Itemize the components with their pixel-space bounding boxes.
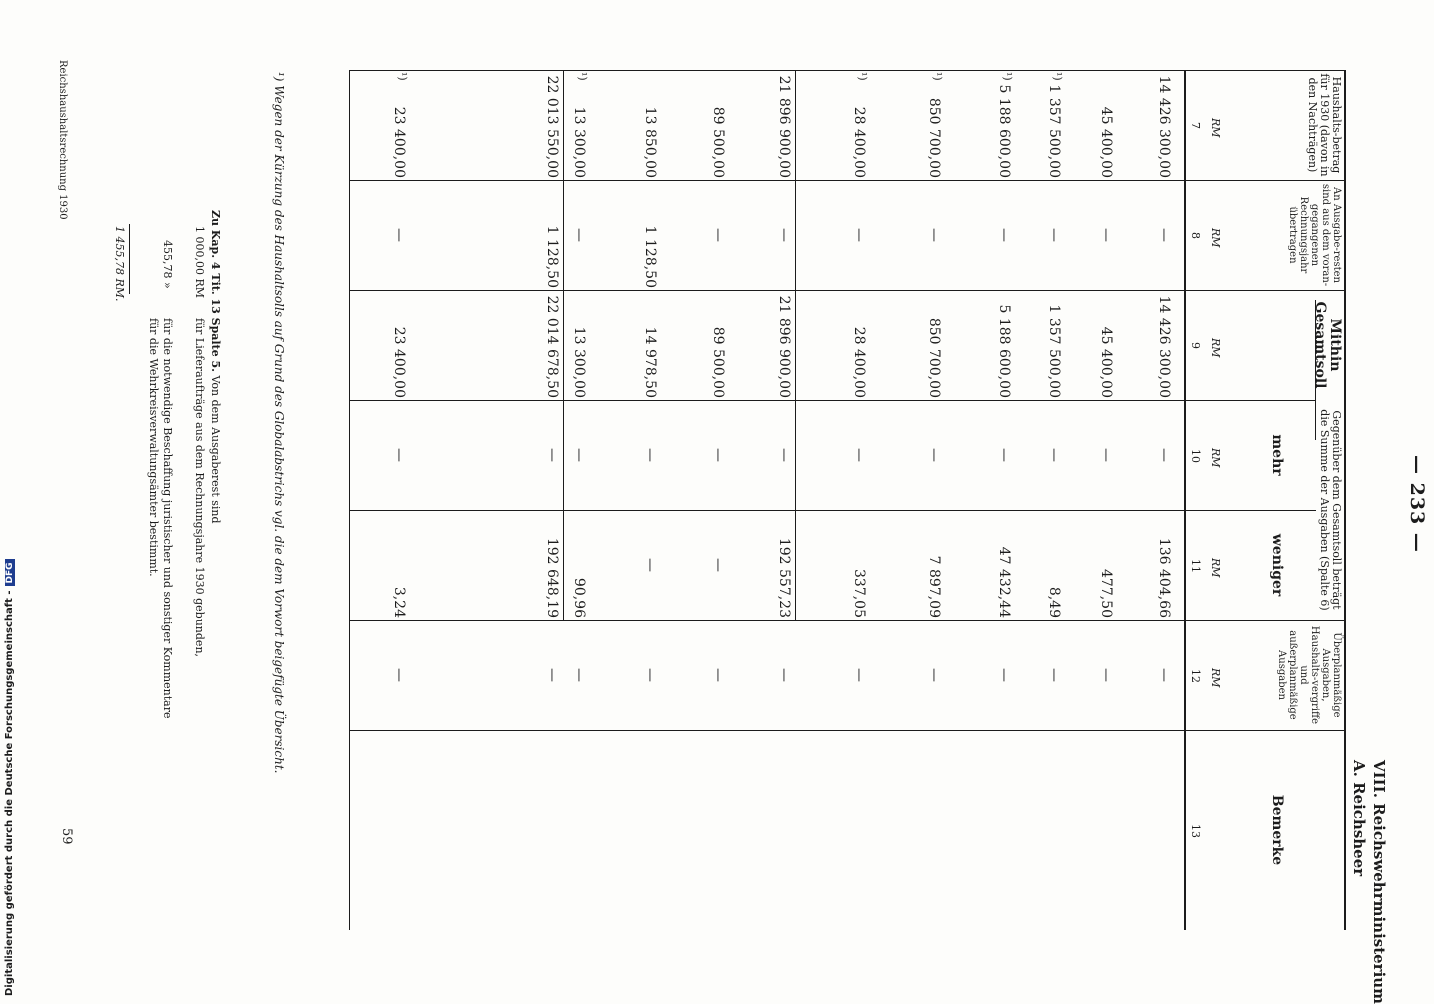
row10-col7: 23 400,00 [391, 106, 407, 178]
subtotal2-col9: 22 014 678,50 [544, 295, 560, 398]
row2-col7: 45 400,00 [1098, 106, 1114, 178]
note-line2-text: für die notwendige Beschaffung juristischer und sonstiger Kommentare für die Wehrkreisverwaltungsämter bestimmt. [147, 318, 174, 719]
row9-col11: 90,96 [571, 577, 587, 618]
row4-col9: 5 188 600,00 [996, 304, 1012, 398]
col13-left-rule [350, 730, 1346, 731]
footer-page-number: 59 [59, 828, 74, 845]
row3-footnote-mark: ¹) [1051, 72, 1064, 81]
digitization-text: Digitalisierung gefördert durch die Deutsche Forschungsgemeinschaft - [4, 590, 15, 996]
col10-left-rule [350, 400, 1316, 401]
table-bottom-rule [349, 70, 350, 930]
row6-col8: — [851, 228, 867, 242]
row1-col8: — [1156, 228, 1172, 242]
row10-col11: 3,24 [391, 586, 407, 618]
row1-col9: 14 426 300,00 [1156, 295, 1172, 398]
subtotal2-col8: 1 128,50 [544, 225, 560, 288]
col9-unit: RM [1209, 338, 1222, 358]
col12-number: 12 [1189, 669, 1202, 683]
dfg-logo: DFG [5, 559, 15, 586]
row1-col10: — [1156, 448, 1172, 462]
subtotal1-col10: — [776, 448, 792, 462]
subtotal1-col9: 21 896 900,00 [776, 295, 792, 398]
subtotal2-col12: — [544, 668, 560, 682]
row7-col10: — [710, 448, 726, 462]
row5-col9: 850 700,00 [926, 317, 942, 398]
row8-col12: — [642, 668, 658, 682]
section-title: A. Reichsheer [1350, 760, 1368, 877]
row3-col10: — [1046, 448, 1062, 462]
subtotal2-col10: — [544, 448, 560, 462]
note-line1-amount: 1 000,00 RM [193, 226, 206, 299]
row2-col11: 477,50 [1098, 569, 1114, 618]
note-sum-rule [129, 224, 130, 294]
row7-col8: — [710, 228, 726, 242]
row2-col8: — [1098, 228, 1114, 242]
row6-footnote-mark: ¹) [856, 72, 869, 81]
row5-col7: 850 700,00 [926, 97, 942, 178]
row4-col12: — [996, 668, 1012, 682]
row6-col7: 28 400,00 [851, 106, 867, 178]
col8-number: 8 [1189, 232, 1202, 239]
row1-col7: 14 426 300,00 [1156, 75, 1172, 178]
row10-col12: — [391, 668, 407, 682]
row6-col10: — [851, 448, 867, 462]
row9-col12: — [571, 668, 587, 682]
subtotal1-col11: 192 557,23 [776, 537, 792, 618]
subtotal1-rule [795, 70, 796, 620]
row3-col9: 1 357 500,00 [1046, 304, 1062, 398]
note-line1-text: für Lieferaufträge aus dem Rechnungsjahre 1930 gebunden, [193, 318, 206, 658]
row2-col10: — [1098, 448, 1114, 462]
col11-unit: RM [1209, 558, 1222, 578]
col12-left-rule [350, 620, 1346, 621]
col7-left-rule [350, 70, 1346, 71]
row10-col8: — [391, 228, 407, 242]
col7-unit: RM [1209, 118, 1222, 138]
row5-col11: 7 897,09 [926, 555, 942, 618]
row5-col8: — [926, 228, 942, 242]
col13-number: 13 [1189, 824, 1202, 838]
subtotal1-col12: — [776, 668, 792, 682]
table-footnote: ¹) Wegen der Kürzung des Haushaltsolls auf Grund des Globalabstrichs vgl. die dem Vorwort beigefügte Übersicht. [272, 72, 286, 774]
row10-col10: — [391, 448, 407, 462]
col11-header: weniger [1269, 533, 1285, 597]
row9-col9: 13 300,00 [571, 326, 587, 398]
row3-col8: — [1046, 228, 1062, 242]
row3-col12: — [1046, 668, 1062, 682]
col10-number: 10 [1189, 449, 1202, 463]
note-block [208, 210, 222, 770]
table-top-rule [1344, 70, 1346, 930]
table-header-rule [1184, 70, 1186, 930]
subtotal1-col7: 21 896 900,00 [776, 75, 792, 178]
row9-col8: — [571, 228, 587, 242]
row7-col9: 89 500,00 [710, 326, 726, 398]
row4-col7: 5 188 600,00 [996, 84, 1012, 178]
row10-footnote-mark: ¹) [396, 72, 409, 81]
subtotal2-col11: 192 648,19 [544, 537, 560, 618]
group-header: Gegenüber dem Gesamtsoll beträgt die Summe der Ausgaben (Spalte 6) [1318, 409, 1343, 611]
row1-col12: — [1156, 668, 1172, 682]
row3-col11: 8,49 [1046, 586, 1062, 618]
row6-col12: — [851, 668, 867, 682]
row10-col9: 23 400,00 [391, 326, 407, 398]
col11-left-rule [350, 510, 1316, 511]
note-line2-amount: 455,78 » [161, 240, 174, 289]
subtotal1-col8: — [776, 228, 792, 242]
col12-header: Überplanmäßige Ausgaben, Haushalts-vergriffe und außerplanmäßige Ausgaben [1276, 625, 1342, 725]
row9-col10: — [571, 448, 587, 462]
row5-col12: — [926, 668, 942, 682]
col9-left-rule [350, 290, 1346, 291]
col8-unit: RM [1209, 228, 1222, 248]
col9-number: 9 [1189, 342, 1202, 349]
page-number-header: — 233 — [1406, 455, 1428, 553]
row9-col7: 13 300,00 [571, 106, 587, 178]
row8-col8: 1 128,50 [642, 225, 658, 288]
row1-col11: 136 404,66 [1156, 537, 1172, 618]
row2-col12: — [1098, 668, 1114, 682]
ministry-title: VIII. Reichswehrministerium [1370, 760, 1388, 1004]
row7-col11: — [710, 558, 726, 572]
row4-footnote-mark: ¹) [1001, 72, 1014, 81]
row3-col7: 1 357 500,00 [1046, 84, 1062, 178]
row4-col10: — [996, 448, 1012, 462]
row5-col10: — [926, 448, 942, 462]
col10-unit: RM [1209, 448, 1222, 468]
col11-number: 11 [1189, 559, 1202, 573]
col7-header: Haushalts-betrag für 1930 (davon in den Nachträgen) [1306, 73, 1343, 177]
row6-col11: 337,05 [851, 569, 867, 618]
row7-col12: — [710, 668, 726, 682]
row8-col9: 14 978,50 [642, 326, 658, 398]
col12-unit: RM [1209, 668, 1222, 688]
row8-col7: 13 850,00 [642, 106, 658, 178]
row8-col11: — [642, 558, 658, 572]
col7-number: 7 [1189, 122, 1202, 129]
col10-header: mehr [1269, 434, 1285, 476]
col9-header: Mithin Gesamtsoll [1312, 301, 1343, 389]
footer-title: Reichshaushaltsrechnung 1930 [57, 60, 68, 220]
note-total: 1 455,78 RM. [113, 226, 126, 302]
col13-header: Bemerke [1269, 794, 1285, 866]
row4-col8: — [996, 228, 1012, 242]
row4-col11: 47 432,44 [996, 546, 1012, 618]
row6-col9: 28 400,00 [851, 326, 867, 398]
col8-header: An Ausgabe-resten sind aus dem voran-gegangenen Rechnungsjahr übertragen [1287, 183, 1342, 287]
note-heading: Zu Kap. 4 Tit. 13 Spalte 5. [209, 210, 222, 372]
subtotal2-rule [563, 70, 564, 620]
row9-footnote-mark: ¹) [576, 72, 589, 81]
row7-col7: 89 500,00 [710, 106, 726, 178]
col8-left-rule [350, 180, 1346, 181]
row2-col9: 45 400,00 [1098, 326, 1114, 398]
note-intro: Von dem Ausgaberest sind [209, 375, 222, 524]
row5-footnote-mark: ¹) [931, 72, 944, 81]
row8-col10: — [642, 448, 658, 462]
subtotal2-col7: 22 013 550,00 [544, 75, 560, 178]
